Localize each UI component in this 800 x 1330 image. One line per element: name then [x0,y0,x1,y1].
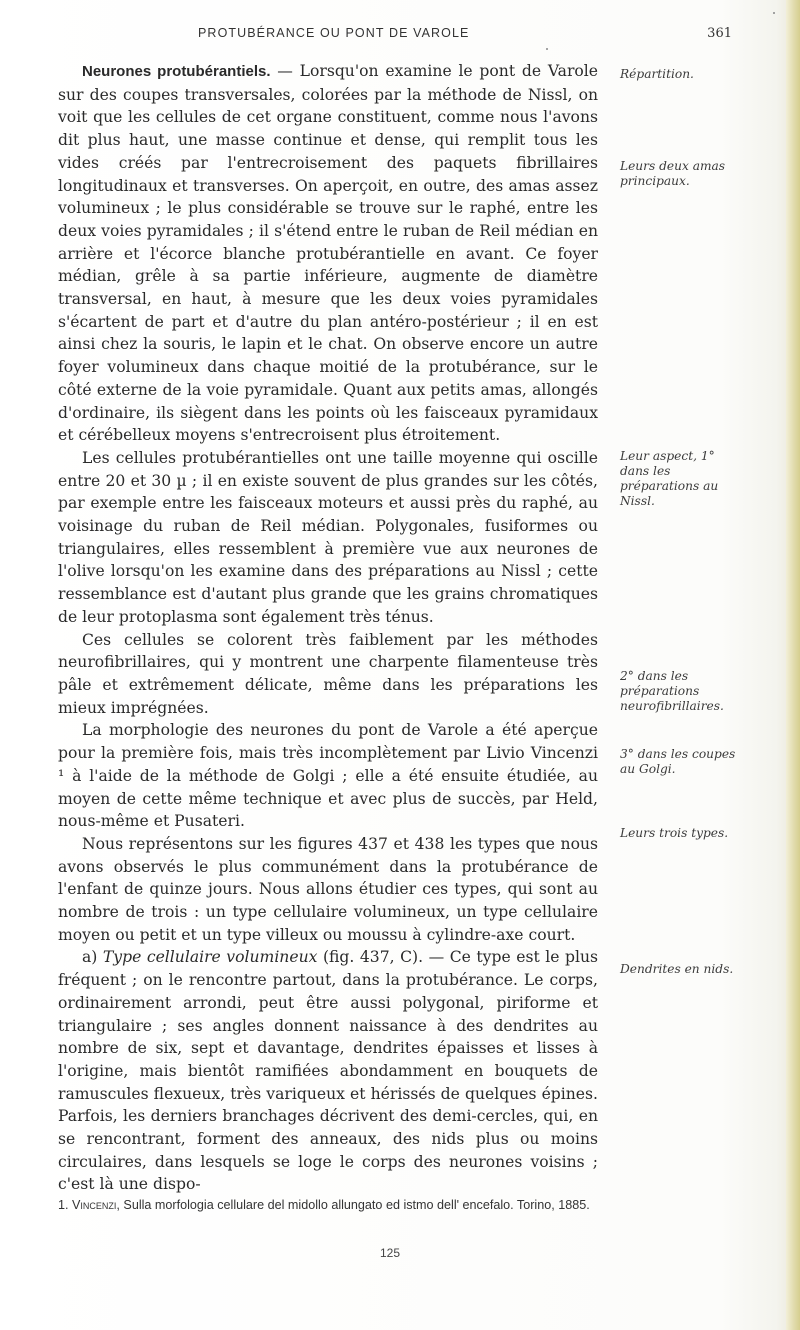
footnote [58,1197,603,1214]
page-number: 361 [707,26,732,41]
footnote-number: 1. [58,1198,73,1212]
paragraph-neurofibrillaires: Ces cellules se colorent très faiblement par les méthodes neurofibrillaires, qui y montrent une charpente filamenteuse très pâle et extrêmement délicate, même dans les préparations les mieux imprégnées. [58,630,598,717]
paragraph-cellules-taille: Les cellules protubérantielles ont une taille moyenne qui oscille entre 20 et 30 µ ; il en existe souvent de plus grandes sur les côtés, par exemple entre les faisceaux moteurs et aussi près du raphé, au voisinage du ruban de Reil médian. Polygonales, fusiformes ou triangulaires, elles ressemblent à première vue aux neurones de l'olive lorsqu'on les examine dans des préparations au Nissl ; cette ressemblance est d'autant plus grande que les grains chromatiques de leur protoplasma sont également très ténus. [58,448,598,626]
margin-note-amas: Leurs deux amas principaux. [620,159,726,188]
printer-signature: 125 [380,1246,401,1260]
margin-note-repartition: Répartition. [620,67,694,81]
section-heading: Neurones protubérantiels. [82,63,271,80]
page-header [60,26,732,44]
running-title: PROTUBÉRANCE OU PONT DE VAROLE [198,26,470,40]
type-title: Type cellulaire volumineux [102,948,318,967]
paragraph-neurones [58,60,598,447]
body-text [58,60,598,1196]
footnote-text: , Sulla morfologia cellulare del midollo allungato ed istmo dell' encefalo. Torino, 1885. [116,1198,590,1212]
paragraph-type-volumineux [58,946,598,1196]
margin-note-golgi: 3° dans les coupes au Golgi. [620,747,736,776]
margin-note-neurofibrillaires: 2° dans les préparations neurofibrillaires. [620,669,724,713]
margin-note-dendrites: Dendrites en nids. [620,962,734,976]
margin-note-types: Leurs trois types. [620,826,729,840]
paragraph-types: Nous représentons sur les figures 437 et 438 les types que nous avons observés le plus communément dans la protubérance de l'enfant de quinze jours. Nous allons étudier ces types, qui sont au nombre de trois : un type cellulaire volumineux, un type cellulaire moyen ou petit et un type villeux ou moussu à cylindre-axe court. [58,834,598,944]
margin-note-nissl: Leur aspect, 1° dans les préparations au Nissl. [620,449,719,508]
item-label: a) [82,948,103,967]
page-edge-shadow [786,0,800,1330]
footnote-author: Vincenzi [72,1198,117,1212]
paper-speck [773,12,775,14]
paragraph-morphologie: La morphologie des neurones du pont de Varole a été aperçue pour la première fois, mais très incomplètement par Livio Vincenzi ¹ à l'aide de la méthode de Golgi ; elle a été ensuite étudiée, au moyen de cette même technique et avec plus de succès, par Held, nous-même et Pusateri. [58,721,598,831]
paper-speck [546,48,548,50]
figure-reference: (fig. 437, C). [317,948,424,967]
paragraph-text: — Lorsqu'on examine le pont de Varole sur des coupes transversales, colorées par la méthode de Nissl, on voit que les cellules de cet organe constituent, comme nous l'avons dit plus haut, une masse continue et dense, qui remplit tous les vides créés par l'entrecroisement des paquets fibrillaires longitudinaux et transverses. On aperçoit, en outre, des amas assez volumineux ; le plus considérable se trouve sur le raphé, entre les deux voies pyramidales ; il s'étend entre le ruban de Reil médian en arrière et l'écorce blanche protubérantielle en avant. Ce foyer médian, grêle à sa partie inférieure, augmente de diamètre transversal, en haut, à mesure que les deux voies pyramidales s'écartent de part et d'autre du plan antéro-postérieur ; il en est ainsi chez la souris, le lapin et le chat. On observe encore un autre foyer volumineux dans chaque moitié de la protubérance, sur le côté externe de la voie pyramidale. Quant aux petits amas, allongés d'ordinaire, ils siègent dans les points où les faisceaux pyramidaux et cérébelleux moyens s'entrecroisent plus étroitement. [58,62,599,445]
paragraph-text: — Ce type est le plus fréquent ; on le rencontre partout, dans la protubérance. Le corps, ordinairement arrondi, peut être aussi polygonal, piriforme et triangulaire ; ses angles donnent naissance à des dendrites au nombre de six, sept et davantage, dendrites épaisses et lisses à l'origine, mais bientôt ramifiées abondamment en bouquets de ramuscules flexueux, très variqueux et hérissés de quelques épines. Parfois, les derniers branchages décrivent des demi-cercles, qui, en se rencontrant, forment des anneaux, des nids plus ou moins circulaires, dans lesquels se loge le corps des neurones voisins ; c'est là une dispo- [58,948,598,1194]
